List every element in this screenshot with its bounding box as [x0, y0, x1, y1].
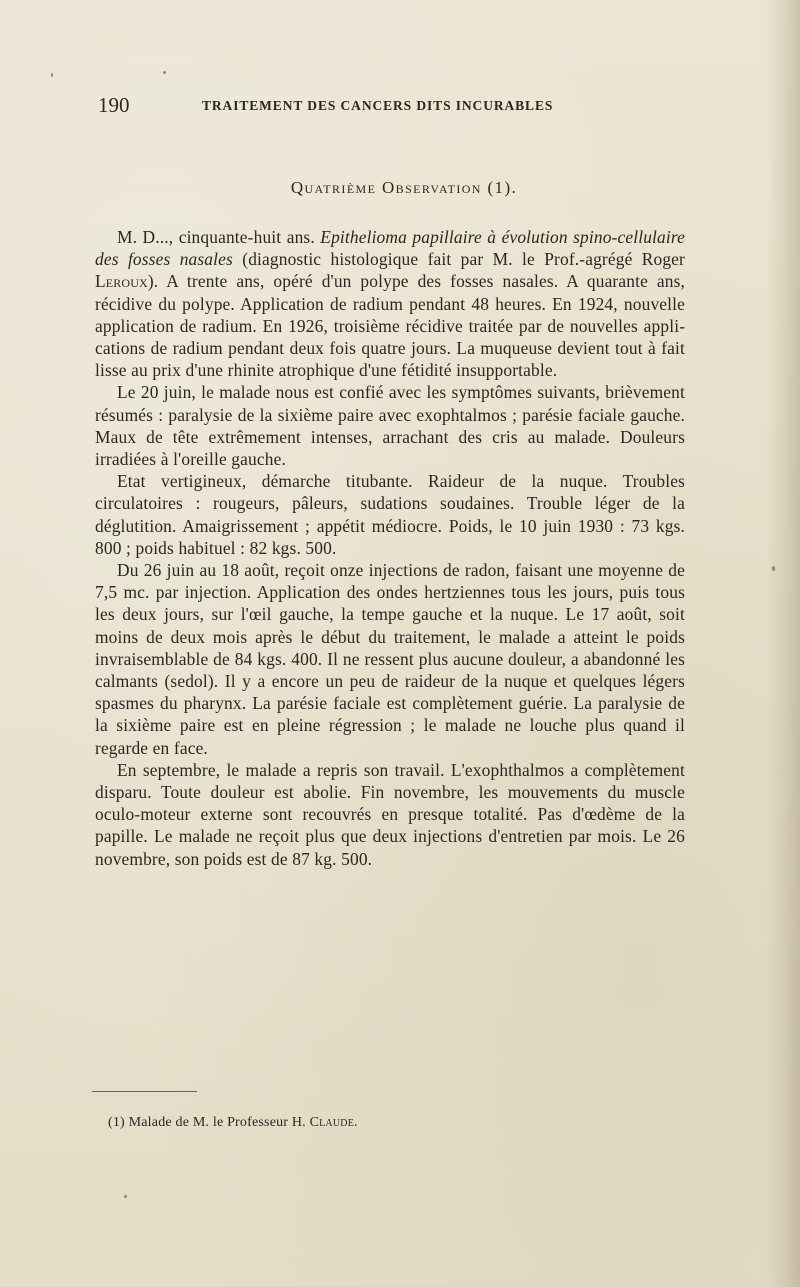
paragraph-text: (diagnostic histologique fait par M. le Prof.-agrégé Roger [232, 249, 685, 270]
footnote-text: (1) Malade de M. le Professeur H. [108, 1115, 310, 1130]
paper-speck [163, 71, 166, 74]
footnote-divider [92, 1091, 197, 1092]
paragraph-text: ). A trente ans, opéré d'un polype des fosses nasales. A quarante ans, récidive du polype. Application de radium pendant 48 heures. En 1924, nouvelle application de radium. En 1926, troisième récidive traitée par de nouvelles applications de radium pendant deux fois quatre jours. La muqueuse devient tout à fait lisse au prix d'une rhinite atrophique d'une fétidité insupportable. [95, 271, 685, 381]
paragraph-condition: Etat vertigineux, démarche titubante. Raideur de la nuque. Troubles circulatoires : rougeurs, pâleurs, sudations soudaines. Trouble léger de la déglutition. Amaigrissement ; appétit médiocre. Poids, le 10 juin 1930 : 73 kgs. 800 ; poids habituel : 82 kgs. 500. [95, 471, 685, 558]
paragraph-case-history [95, 226, 685, 381]
paper-speck [772, 566, 775, 571]
paper-speck [124, 1195, 127, 1198]
observation-title: Quatrième Observation (1). [290, 178, 518, 197]
body-text [95, 226, 685, 870]
footnote-text: . [354, 1115, 358, 1130]
author-name-small-caps: Leroux [95, 271, 148, 292]
page-number: 190 [98, 93, 130, 117]
running-title: TRAITEMENT DES CANCERS DITS INCURABLES [202, 98, 554, 113]
paragraph-outcome: En septembre, le malade a repris son travail. L'exophthalmos a complètement disparu. Toute douleur est abolie. Fin novembre, les mouvements du muscle oculo-moteur externe sont recouvrés en presque totalité. Pas d'œdème de la papille. Le malade ne reçoit plus que deux injections d'entretien par mois. Le 26 novembre, son poids est de 87 kg. 500. [95, 759, 685, 869]
footnote [108, 1113, 358, 1133]
page-header [98, 92, 698, 118]
paragraph-text: M. D..., cinquante-huit ans. [117, 227, 321, 247]
paragraph-symptoms: Le 20 juin, le malade nous est confié avec les symptômes suivants, brièvement résumés : paralysie de la sixième paire avec exophtalmos ; parésie faciale gauche. Maux de tête extrêmement intenses, arrachant des cris au malade. Douleurs irradiées à l'oreille gauche. [95, 382, 685, 470]
diagnosis-italic: Epithelioma papillaire à évolution spino-cellulaire des fosses nasales [95, 227, 685, 270]
paragraph-treatment: Du 26 juin au 18 août, reçoit onze injections de radon, faisant une moyenne de 7,5 mc. par injection. Application des ondes hertziennes tous les jours, puis tous les deux jours, sur l'œil gauche, la tempe gauche et la nuque. Le 17 août, soit moins de deux mois après le début du traitement, le malade a atteint le poids invraisemblable de 84 kgs. 400. Il ne ressent plus aucune douleur, a abandonné les calmants (sedol). Il y a encore un peu de raideur de la nuque et quelques légers spasmes du pharynx. La parésie faciale est complètement guérie. La paralysie de la sixième paire est en pleine régression ; le malade ne louche plus quand il regarde en face. [95, 560, 685, 758]
footnote-name-small-caps: Claude [309, 1115, 354, 1130]
paper-speck [51, 73, 53, 77]
